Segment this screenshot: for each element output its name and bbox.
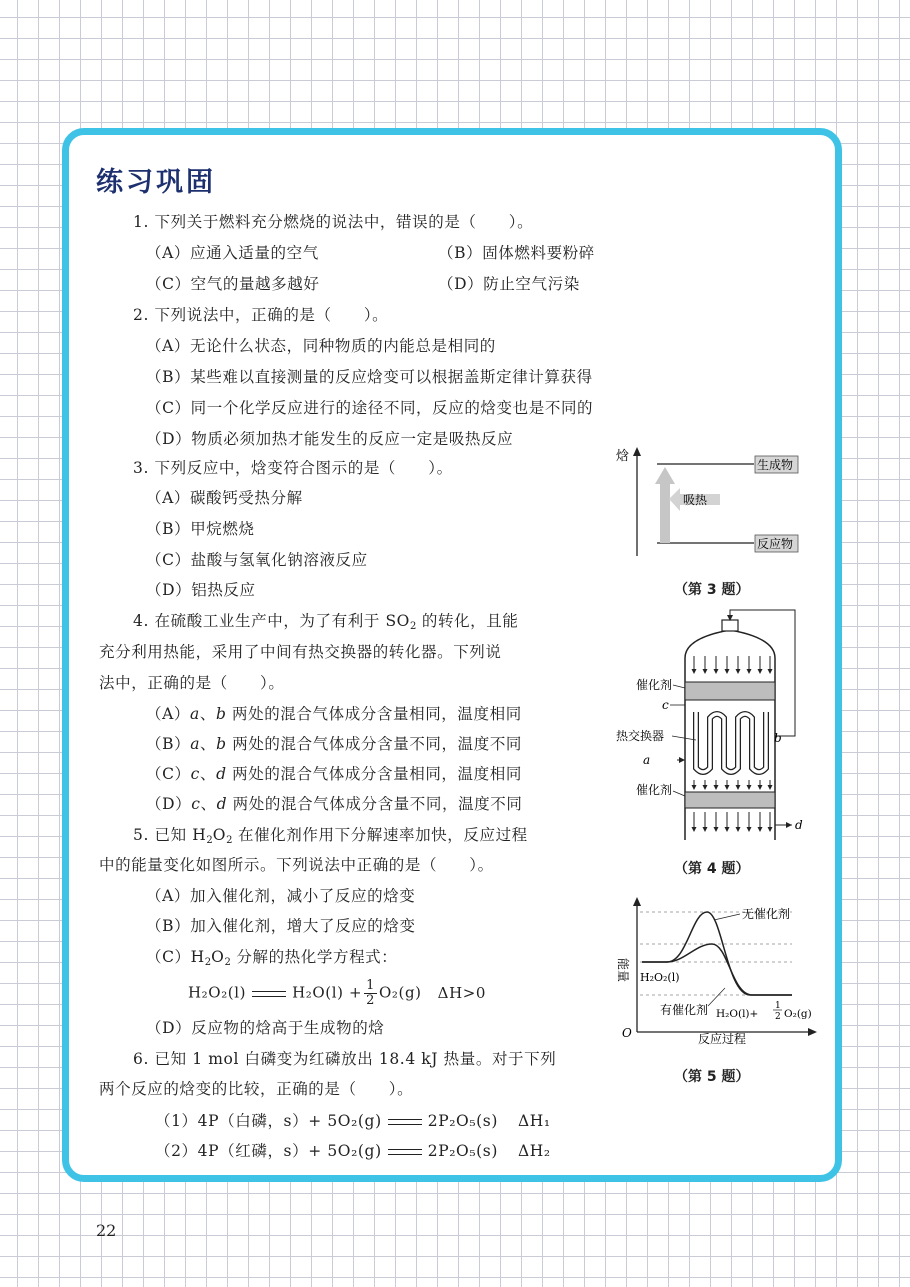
fig4-top-pipe bbox=[722, 620, 738, 631]
fig4-catalyst-bottom-leader bbox=[673, 791, 685, 796]
fig5-no-catalyst-label: 无催化剂 bbox=[742, 907, 791, 921]
fig4-flow-arrow-icon bbox=[736, 827, 741, 832]
fig5-with-catalyst-curve bbox=[642, 944, 792, 995]
q4-line-1-subscript: 2 bbox=[409, 621, 417, 632]
fig4-flow-arrow-icon bbox=[758, 669, 763, 674]
q6-line-1: 6. 已知 1 mol 白磷变为红磷放出 18.4 kJ 热量。对于下列 bbox=[133, 1050, 557, 1068]
fig5-with-catalyst-label: 有催化剂 bbox=[660, 1003, 709, 1017]
q5-line-1-sub-2: 2 bbox=[226, 835, 233, 846]
q4-option-b-var2: b bbox=[216, 735, 227, 753]
fig4-a-arrow-icon bbox=[679, 757, 685, 763]
q5-line-1-text-b: O bbox=[212, 826, 227, 844]
fig4-flow-arrow-icon bbox=[768, 785, 773, 790]
fig5-no-catalyst-leader bbox=[714, 914, 740, 920]
q4-option-b-sep: 、 bbox=[200, 735, 217, 753]
q4-option-d-var1: c bbox=[191, 795, 201, 813]
page-number: 22 bbox=[96, 1221, 117, 1240]
fig4-flow-arrow-icon bbox=[714, 669, 719, 674]
fig4-catalyst-bed-top bbox=[685, 682, 775, 700]
fig4-flow-arrow-icon bbox=[725, 669, 730, 674]
q6-r1-dh: ΔH₁ bbox=[518, 1112, 551, 1130]
fig3-enthalpy-diagram bbox=[612, 442, 812, 562]
q4-line-1-text-a: 4. 在硫酸工业生产中，为了有利于 SO bbox=[133, 612, 410, 630]
fig3-y-label: 焓 bbox=[616, 449, 630, 464]
q1-stem: 1. 下列关于燃料充分燃烧的说法中，错误的是（ ）。 bbox=[133, 213, 534, 231]
fig5-energy-diagram bbox=[612, 892, 822, 1052]
q4-line-2: 充分利用热能，采用了中间有热交换器的转化器。下列说 bbox=[99, 643, 502, 661]
fig4-exchanger-label: 热交换器 bbox=[616, 729, 665, 743]
q4-option-c-label: （C） bbox=[146, 765, 191, 783]
q4-option-c-var2: d bbox=[216, 765, 227, 783]
q5-eq-frac-den: 2 bbox=[366, 993, 376, 1008]
fig4-flow-arrow-icon bbox=[768, 827, 773, 832]
q3-stem: 3. 下列反应中，焓变符合图示的是（ ）。 bbox=[133, 459, 453, 477]
fig3-reactant-label: 反应物 bbox=[757, 537, 794, 551]
q3-option-b: （B）甲烷燃烧 bbox=[146, 520, 255, 538]
fig4-flow-arrow-icon bbox=[714, 827, 719, 832]
fig4-flow-arrow-icon bbox=[692, 827, 697, 832]
fig5-product-frac-den: 2 bbox=[775, 1012, 781, 1022]
fig5-origin: O bbox=[622, 1026, 632, 1040]
fig4-flow-arrow-icon bbox=[736, 669, 741, 674]
fig3-up-arrow-icon bbox=[655, 467, 675, 484]
q4-option-b-var1: a bbox=[190, 735, 201, 753]
fig4-d-arrow-icon bbox=[786, 822, 792, 828]
fig4-d-label: d bbox=[795, 818, 803, 832]
fig3-up-arrow-shaft bbox=[660, 482, 670, 543]
section-title: 练习巩固 bbox=[96, 167, 216, 198]
q6-line-2: 两个反应的焓变的比较，正确的是（ ）。 bbox=[99, 1080, 414, 1098]
fig4-flow-arrow-icon bbox=[758, 827, 763, 832]
fig3-absorb-label: 吸热 bbox=[683, 493, 708, 507]
fig4-flow-arrow-icon bbox=[703, 827, 708, 832]
q6-r1-left: （1）4P（白磷，s）+ 5O₂(g) bbox=[155, 1112, 382, 1130]
q6-reaction-1 bbox=[155, 1111, 551, 1131]
fig4-flow-arrow-icon bbox=[747, 785, 752, 790]
q1-option-c: （C）空气的量越多越好 bbox=[146, 275, 320, 293]
fig4-catalyst-bottom-label: 催化剂 bbox=[636, 783, 673, 797]
q5-option-b: （B）加入催化剂，增大了反应的焓变 bbox=[146, 917, 416, 935]
q2-option-c: （C）同一个化学反应进行的途径不同，反应的焓变也是不同的 bbox=[146, 399, 594, 417]
fig4-converter-diagram bbox=[612, 600, 812, 850]
fig3-caption: （第 3 题） bbox=[674, 582, 750, 598]
fig5-product-label-a: H₂O(l)+ bbox=[716, 1008, 759, 1020]
q4-line-1-text-b: 的转化，且能 bbox=[416, 612, 519, 630]
q4-option-a-label: （A） bbox=[146, 705, 190, 723]
fig5-y-label bbox=[616, 958, 631, 982]
q2-option-d: （D）物质必须加热才能发生的反应一定是吸热反应 bbox=[146, 430, 514, 448]
fig4-catalyst-top-leader bbox=[673, 685, 685, 688]
q5-equation bbox=[188, 979, 486, 1008]
fig5-y-label-text: 能量 bbox=[616, 958, 630, 983]
q5-eq-sign bbox=[252, 991, 286, 997]
q4-line-1 bbox=[133, 611, 519, 637]
fig4-flow-arrow-icon bbox=[692, 785, 697, 790]
fig4-c-label: c bbox=[662, 698, 669, 712]
q5-option-c-sub-1: 2 bbox=[204, 957, 212, 968]
q4-option-a-var1: a bbox=[190, 705, 200, 723]
q1-option-d: （D）防止空气污染 bbox=[438, 275, 580, 293]
q5-option-c-text-a: （C）H bbox=[146, 948, 205, 966]
fig4-coil-inner bbox=[696, 712, 766, 772]
fig3-y-arrow-icon bbox=[633, 447, 641, 456]
q5-option-c-sub-2: 2 bbox=[224, 957, 231, 968]
q4-option-a bbox=[146, 704, 522, 724]
fig5-with-catalyst-leader bbox=[708, 988, 725, 1006]
q5-option-a: （A）加入催化剂，减小了反应的焓变 bbox=[146, 887, 416, 905]
q5-eq-left: H₂O₂(l) bbox=[188, 983, 247, 1002]
fig4-flow-arrow-icon bbox=[725, 785, 730, 790]
q4-option-c-sep: 、 bbox=[199, 765, 217, 783]
fig4-flow-arrow-icon bbox=[758, 785, 763, 790]
fig5-x-label: 反应过程 bbox=[698, 1032, 747, 1046]
fig4-flow-arrow-icon bbox=[692, 669, 697, 674]
fig4-exchanger-leader bbox=[672, 736, 696, 740]
q5-line-1-text-c: 在催化剂作用下分解速率加快，反应过程 bbox=[232, 826, 528, 844]
q5-eq-right: H₂O(l) + bbox=[292, 983, 363, 1002]
q3-option-a: （A）碳酸钙受热分解 bbox=[146, 489, 303, 507]
fig4-flow-arrow-icon bbox=[768, 669, 773, 674]
fig4-flow-arrow-icon bbox=[703, 785, 708, 790]
fig4-flow-arrow-icon bbox=[703, 669, 708, 674]
fig5-reactant-label: H₂O₂(l) bbox=[640, 971, 680, 984]
fig4-flow-arrow-icon bbox=[747, 669, 752, 674]
fig5-caption: （第 5 题） bbox=[674, 1069, 750, 1085]
q6-reaction-2 bbox=[155, 1141, 551, 1161]
q5-option-c bbox=[146, 947, 397, 973]
q5-line-1 bbox=[133, 825, 528, 851]
q4-option-a-var2: b bbox=[215, 705, 227, 723]
q5-option-d: （D）反应物的焓高于生成物的焓 bbox=[146, 1019, 385, 1037]
q5-eq-frac-num: 1 bbox=[366, 978, 376, 993]
fig4-b-label: b bbox=[774, 731, 782, 745]
q5-option-c-text-c: 分解的热化学方程式： bbox=[230, 948, 398, 966]
fig4-flow-arrow-icon bbox=[747, 827, 752, 832]
fig4-catalyst-top-label: 催化剂 bbox=[636, 678, 673, 692]
q4-option-d-text: 两处的混合气体成分含量不同，温度不同 bbox=[227, 795, 523, 813]
q4-line-3: 法中，正确的是（ ）。 bbox=[99, 674, 285, 692]
fig4-flow-arrow-icon bbox=[714, 785, 719, 790]
fig4-a-label: a bbox=[643, 753, 651, 767]
fig4-flow-arrow-icon bbox=[725, 827, 730, 832]
q6-r2-dh: ΔH₂ bbox=[518, 1142, 551, 1160]
q2-option-a: （A）无论什么状态，同种物质的内能总是相同的 bbox=[146, 337, 496, 355]
fig5-product-label-b: O₂(g) bbox=[784, 1008, 812, 1020]
q4-option-a-text: 两处的混合气体成分含量相同，温度相同 bbox=[226, 705, 522, 723]
q4-option-c-text: 两处的混合气体成分含量相同，温度相同 bbox=[226, 765, 522, 783]
fig4-caption: （第 4 题） bbox=[674, 861, 750, 877]
q4-option-c-var1: c bbox=[190, 765, 200, 783]
q5-line-1-text-a: 5. 已知 H bbox=[133, 826, 207, 844]
q2-stem: 2. 下列说法中，正确的是（ ）。 bbox=[133, 306, 389, 324]
q5-option-c-text-b: O bbox=[211, 948, 225, 966]
q3-option-c: （C）盐酸与氢氧化钠溶液反应 bbox=[146, 551, 368, 569]
q1-option-a: （A）应通入适量的空气 bbox=[146, 244, 319, 262]
q5-line-2: 中的能量变化如图所示。下列说法中正确的是（ ）。 bbox=[99, 856, 494, 874]
q4-option-d-sep: 、 bbox=[200, 795, 217, 813]
q2-option-b: （B）某些难以直接测量的反应焓变可以根据盖斯定律计算获得 bbox=[146, 368, 593, 386]
q4-option-d bbox=[146, 794, 523, 814]
fig5-product-frac-num: 1 bbox=[775, 1001, 781, 1011]
q4-option-b bbox=[146, 734, 522, 754]
q3-option-d: （D）铝热反应 bbox=[146, 581, 256, 599]
fig3-product-label: 生成物 bbox=[757, 458, 794, 472]
q6-r1-sign bbox=[388, 1119, 422, 1125]
q4-option-b-label: （B） bbox=[146, 735, 191, 753]
fig4-catalyst-bed-bottom bbox=[685, 792, 775, 808]
q4-option-c bbox=[146, 764, 522, 784]
q5-eq-dh: ΔH>0 bbox=[437, 983, 487, 1002]
q6-r2-sign bbox=[388, 1149, 422, 1155]
q5-line-1-sub-1: 2 bbox=[206, 835, 213, 846]
q4-option-d-var2: d bbox=[216, 795, 228, 813]
q4-option-b-text: 两处的混合气体成分含量不同，温度不同 bbox=[226, 735, 523, 753]
fig5-y-arrow-icon bbox=[633, 897, 641, 906]
fig4-coil-outer bbox=[696, 712, 766, 772]
q5-eq-o2: O₂(g) bbox=[379, 983, 422, 1002]
q6-r2-left: （2）4P（红磷，s）+ 5O₂(g) bbox=[155, 1142, 382, 1160]
fig4-flow-arrow-icon bbox=[736, 785, 741, 790]
q5-eq-fraction bbox=[364, 979, 377, 1008]
q4-option-d-label: （D） bbox=[146, 795, 192, 813]
fig5-x-arrow-icon bbox=[808, 1028, 817, 1036]
q4-option-a-sep: 、 bbox=[199, 705, 216, 723]
q6-r1-right: 2P₂O₅(s) bbox=[427, 1112, 499, 1130]
q6-r2-right: 2P₂O₅(s) bbox=[427, 1142, 499, 1160]
q1-option-b: （B）固体燃料要粉碎 bbox=[438, 244, 595, 262]
